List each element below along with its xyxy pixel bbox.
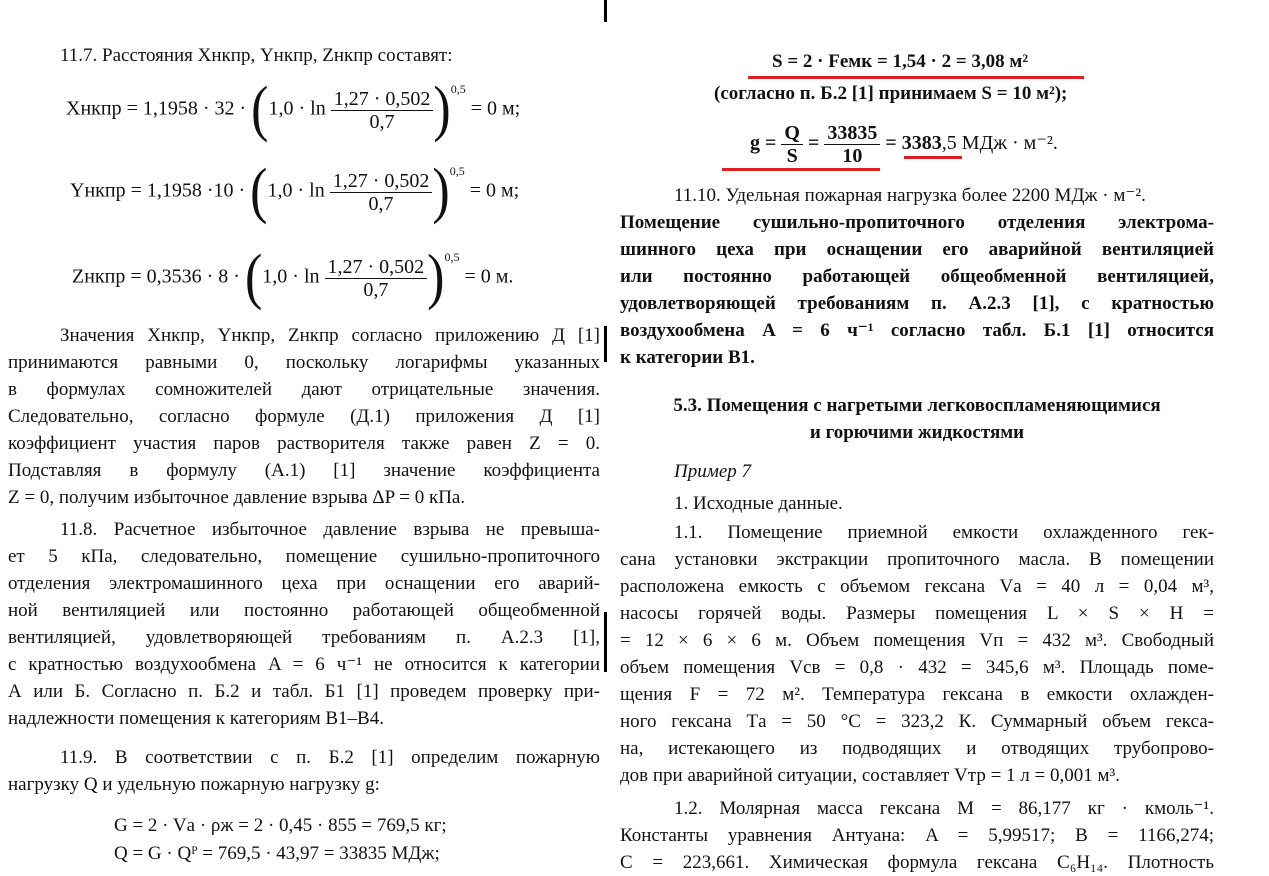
column-divider-mid bbox=[604, 326, 607, 362]
paragraph-11-8 bbox=[8, 516, 600, 732]
fraction: $\frac{1,27 \cdot 0,502}{0,7}$ bbox=[330, 170, 433, 215]
text-line: 11.8. Расчетное избыточное давление взрыва не превыша- bbox=[60, 519, 600, 540]
formula-z: Zнкпр = 0,3536 · 8 · (1,0 · ln $\frac{1,27 \cdot 0,502}{0,7}$ )$^{0,5}$ = 0 м. bbox=[72, 243, 514, 312]
section-heading-line2: и горючими жидкостями bbox=[809, 422, 1025, 443]
paragraph-values bbox=[8, 322, 600, 511]
text-line: нагрузку Q и удельную пожарную нагрузку g: bbox=[8, 774, 380, 795]
fraction: $\frac{1,27 \cdot 0,502}{0,7}$ bbox=[325, 256, 428, 301]
fraction: $\frac{1,27 \cdot 0,502}{0,7}$ bbox=[331, 88, 434, 133]
text-line: или постоянно работающей общеобменной вентиляцией, bbox=[620, 266, 1214, 287]
text-line: удовлетворяющей требованиям п. А.2.3 [1], с кратностью bbox=[620, 293, 1214, 314]
text-line: Z = 0, получим избыточное давление взрыва ΔP = 0 кПа. bbox=[8, 487, 466, 508]
fraction-values: $\frac{33835}{10}$ bbox=[824, 122, 880, 167]
paragraph-1-1 bbox=[620, 519, 1214, 789]
formula-x: Xнкпр = 1,1958 · 32 · (1,0 · ln $\frac{1,27 \cdot 0,502}{0,7}$ )$^{0,5}$ = 0 м; bbox=[66, 75, 521, 144]
text-line: Значения Xнкпр, Yнкпр, Zнкпр согласно приложению Д [1] bbox=[60, 325, 600, 346]
text-line: насосы горячей воды. Размеры помещения L × S × H = bbox=[620, 603, 1214, 624]
initial-data-label: 1. Исходные данные. bbox=[674, 493, 843, 514]
paren-close: ) bbox=[427, 243, 445, 312]
text-line: Константы уравнения Антуана: A = 5,99517; B = 1166,274; bbox=[620, 825, 1214, 846]
paragraph-11-10-first: 11.10. Удельная пожарная нагрузка более 2200 МДж · м⁻². bbox=[674, 185, 1146, 206]
text-line: в формулах сомножителей дают отрицательные значения. bbox=[8, 379, 600, 400]
text-line: Подставляя в формулу (А.1) [1] значение коэффициента bbox=[8, 460, 600, 481]
paren-close: ) bbox=[432, 157, 450, 226]
paragraph-11-9 bbox=[8, 744, 600, 798]
heading-11-7: 11.7. Расстояния Xнкпр, Yнкпр, Zнкпр составят: bbox=[60, 45, 453, 66]
red-underline-g bbox=[722, 168, 880, 171]
formula-q-load: Q = G · Qᴾ = 769,5 · 43,97 = 33835 МДж; bbox=[114, 843, 440, 864]
text-line: А или Б. Согласно п. Б.2 и табл. Б1 [1] проведем проверку при- bbox=[8, 681, 600, 702]
text-line: надлежности помещения к категориям В1–В4. bbox=[8, 708, 384, 729]
text-line: ной вентиляцией или постоянно работающей общеобменной bbox=[8, 600, 600, 621]
formula-y: Yнкпр = 1,1958 ·10 · (1,0 · ln $\frac{1,27 \cdot 0,502}{0,7}$ )$^{0,5}$ = 0 м; bbox=[70, 157, 520, 226]
text-line: к категории В1. bbox=[620, 347, 755, 368]
note-s-area: (согласно п. Б.2 [1] принимаем S = 10 м²); bbox=[714, 83, 1068, 104]
paragraph-1-2 bbox=[620, 795, 1214, 876]
text-line: объем помещения Vсв = 0,8 · 432 = 345,6 м³. Площадь поме- bbox=[620, 657, 1214, 678]
formula-g-mass: G = 2 · Vа · ρж = 2 · 0,45 · 855 = 769,5 кг; bbox=[114, 815, 447, 836]
text-line: на, истекающего из подводящих и отводящих трубопрово- bbox=[620, 738, 1214, 759]
text-line: коэффициент участия паров растворителя также равен Z = 0. bbox=[8, 433, 600, 454]
text-line: вентиляцией, удовлетворяющей требованиям п. А.2.3 [1], bbox=[8, 627, 600, 648]
text-line: щения F = 72 м². Температура гексана в емкости охлажден- bbox=[620, 684, 1214, 705]
text-line: ет 5 кПа, следовательно, помещение сушильно-пропиточного bbox=[8, 546, 600, 567]
example-label: Пример 7 bbox=[674, 461, 752, 482]
text-line: 1.2. Молярная масса гексана M = 86,177 кг · кмоль⁻¹. bbox=[674, 798, 1214, 819]
text-line: = 12 × 6 × 6 м. Объем помещения Vп = 432 м³. Свободный bbox=[620, 630, 1214, 651]
text-line: шинного цеха при оснащении его аварийной вентиляцией bbox=[620, 239, 1214, 260]
paragraph-11-10 bbox=[620, 209, 1214, 371]
text-line: ного гексана Tа = 50 °C = 323,2 К. Суммарный объем гекса- bbox=[620, 711, 1214, 732]
text-line: 1.1. Помещение приемной емкости охлажденного гек- bbox=[674, 522, 1214, 543]
paren-open: ( bbox=[250, 157, 268, 226]
formula-g-specific: g = $\frac{Q}{S}$ = $\frac{33835}{10}$ = 3383,5 МДж · м⁻². bbox=[750, 122, 1058, 167]
text-line: Следовательно, согласно формуле (Д.1) приложения Д [1] bbox=[8, 406, 600, 427]
left-column bbox=[8, 0, 602, 864]
text-line: C = 223,661. Химическая формула гексана C₆H₁₄. Плотность bbox=[620, 852, 1214, 873]
red-underline-s bbox=[748, 76, 1084, 79]
red-underline-3383 bbox=[904, 156, 962, 159]
text-line: Помещение сушильно-пропиточного отделения электрома- bbox=[620, 212, 1214, 233]
column-divider-top bbox=[604, 0, 607, 22]
text-line: с кратностью воздухообмена A = 6 ч⁻¹ не относится к категории bbox=[8, 654, 600, 675]
section-heading-line1: 5.3. Помещения с нагретыми легковоспламеняющимися bbox=[673, 395, 1161, 416]
formula-s-area: S = 2 · Fемк = 1,54 · 2 = 3,08 м² bbox=[772, 51, 1029, 72]
fraction-q-s: $\frac{Q}{S}$ bbox=[781, 122, 803, 167]
paren-open: ( bbox=[244, 243, 263, 312]
text-line: принимаются равными 0, поскольку логарифмы указанных bbox=[8, 352, 600, 373]
text-line: расположена емкость с объемом гексана Vа = 40 л = 0,04 м³, bbox=[620, 576, 1214, 597]
column-divider-bottom bbox=[604, 612, 607, 672]
text-line: дов при аварийной ситуации, составляет Vтр = 1 л = 0,001 м³. bbox=[620, 765, 1120, 786]
text-line: воздухообмена A = 6 ч⁻¹ согласно табл. Б.1 [1] относится bbox=[620, 320, 1214, 341]
text-line: 11.9. В соответствии с п. Б.2 [1] определим пожарную bbox=[60, 747, 600, 768]
paren-close: ) bbox=[433, 75, 451, 144]
right-column bbox=[620, 0, 1216, 873]
paren-open: ( bbox=[251, 75, 269, 144]
text-line: сана установки экстракции пропиточного масла. В помещении bbox=[620, 549, 1214, 570]
text-line: отделения электромашинного цеха при оснащении его аварий- bbox=[8, 573, 600, 594]
